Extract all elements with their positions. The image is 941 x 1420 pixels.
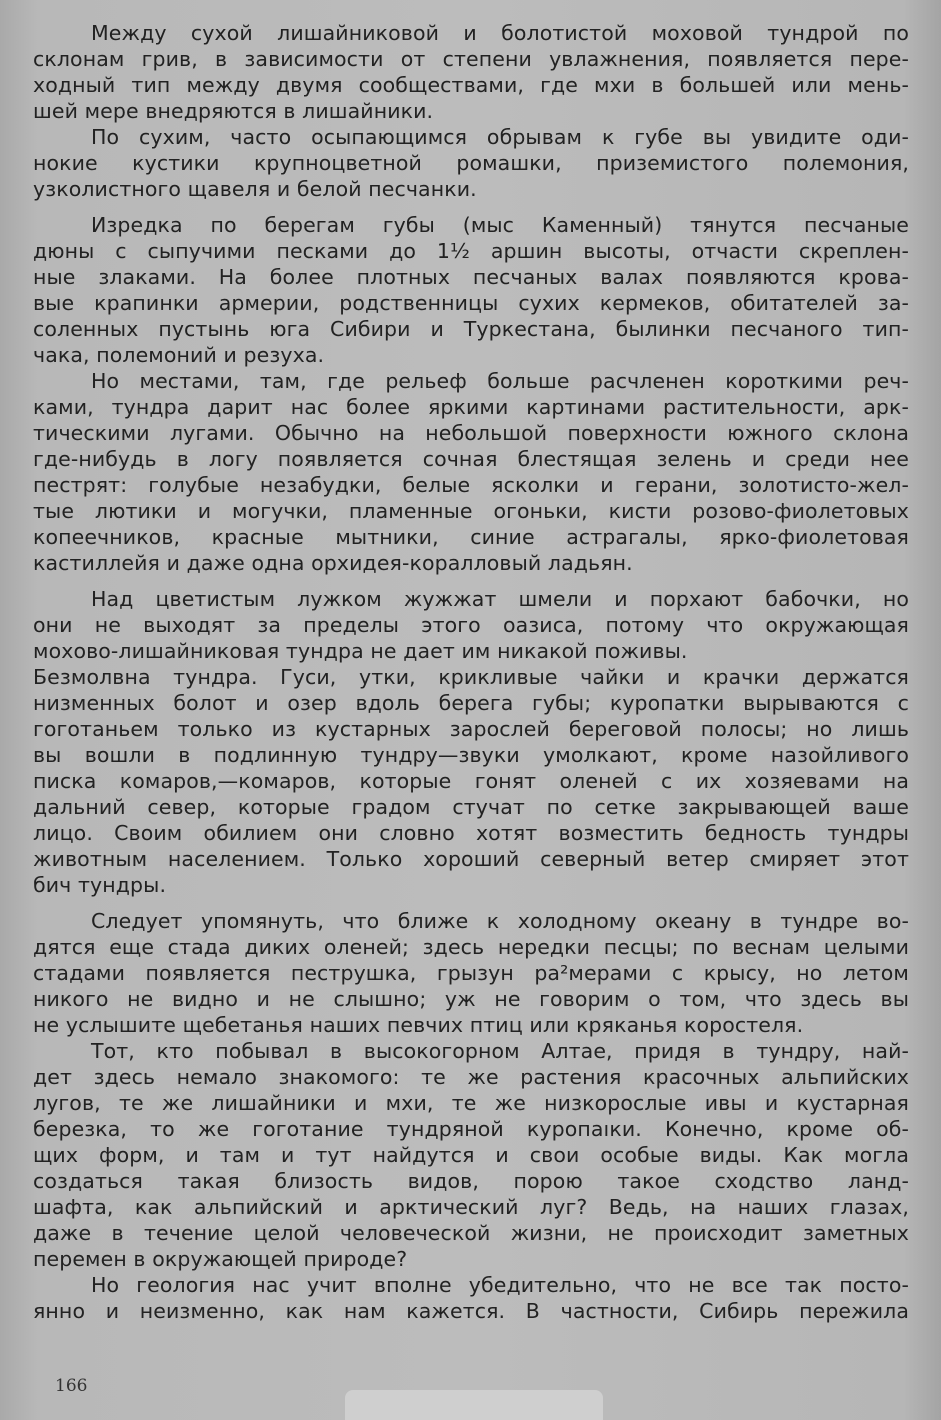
text-line: лицо. Своим обилием они словно хотят возместить бедность тундры — [33, 821, 909, 845]
text-line: шафта, как альпийский и арктический луг? Ведь, на наших глазах, — [33, 1195, 909, 1219]
text-line: Следует упомянуть, что ближе к холодному океану в тундре во- — [91, 909, 909, 933]
text-line: низменных болот и озер вдоль берега губы; куропатки вырываются с — [33, 691, 909, 715]
text-line: Но местами, там, где рельеф больше расчленен короткими реч- — [91, 369, 909, 393]
text-line: Изредка по берегам губы (мыс Каменный) тянутся песчаные — [91, 213, 909, 237]
scan-edge-tab — [345, 1390, 603, 1420]
page-number: 166 — [55, 1376, 88, 1396]
text-line: По сухим, часто осыпающимся обрывам к губе вы увидите оди- — [91, 125, 909, 149]
text-line: Тот, кто побывал в высокогорном Алтае, придя в тундру, най- — [91, 1039, 909, 1063]
text-line: Но геология нас учит вполне убедительно, что не все так посто- — [91, 1273, 909, 1297]
text-line: мохово-лишайниковая тундра не дает им никакой поживы. — [33, 639, 688, 663]
text-line: писка комаров,—комаров, которые гонят оленей с их хозяевами на — [33, 769, 909, 793]
text-line: дальний север, которые градом стучат по сетке закрывающей ваше — [33, 795, 909, 819]
text-line: щих форм, и там и тут найдутся и свои особые виды. Как могла — [33, 1143, 909, 1167]
text-line: янно и неизменно, как нам кажется. В частности, Сибирь пережила — [33, 1299, 909, 1323]
body-text — [33, 20, 909, 1324]
text-line: лугов, те же лишайники и мхи, те же низкорослые ивы и кустарная — [33, 1091, 909, 1115]
text-line: Между сухой лишайниковой и болотистой моховой тундрой по — [91, 21, 909, 45]
text-line: где-нибудь в логу появляется сочная блестящая зелень и среди нее — [33, 447, 909, 471]
text-line: гоготаньем только из кустарных зарослей береговой полосы; но лишь — [33, 717, 909, 741]
text-line: тическими лугами. Обычно на небольшой поверхности южного склона — [33, 421, 909, 445]
text-line: дюны с сыпучими песками до 1½ аршин высоты, отчасти скреплен- — [33, 239, 909, 263]
text-line: склонам грив, в зависимости от степени увлажнения, появляется пере- — [33, 47, 909, 71]
text-line: узколистного щавеля и белой песчанки. — [33, 177, 477, 201]
text-line: чака, полемоний и резуха. — [33, 343, 325, 367]
text-line: никого не видно и не слышно; уж не говорим о том, что здесь вы — [33, 987, 909, 1011]
text-line: Над цветистым лужком жужжат шмели и порхают бабочки, но — [91, 587, 909, 611]
text-line: стадами появляется пеструшка, грызун ра²мерами с крысу, но летом — [33, 961, 909, 985]
text-line: соленных пустынь юга Сибири и Туркестана, былинки песчаного тип- — [33, 317, 909, 341]
text-line: копеечников, красные мытники, синие астрагалы, ярко-фиолетовая — [33, 525, 909, 549]
text-line: шей мере внедряются в лишайники. — [33, 99, 434, 123]
text-line: животным населением. Только хороший северный ветер смиряет этот — [33, 847, 909, 871]
text-line: дятся еще стада диких оленей; здесь нередки песцы; по веснам целыми — [33, 935, 909, 959]
text-line: вые крапинки армерии, родственницы сухих кермеков, обитателей за- — [33, 291, 909, 315]
text-line: кастиллейя и даже одна орхидея-коралловый ладьян. — [33, 551, 633, 575]
text-line: вы вошли в подлинную тундру—звуки умолкают, кроме назойливого — [33, 743, 909, 767]
text-line: березка, то же гоготание тундряной куропаıки. Конечно, кроме об- — [33, 1117, 909, 1141]
text-line: перемен в окружающей природе? — [33, 1247, 408, 1271]
text-line: ходный тип между двумя сообществами, где мхи в большей или мень- — [33, 73, 909, 97]
text-line: пестрят: голубые незабудки, белые ясколки и герани, золотисто-жел- — [33, 473, 909, 497]
text-line: ные злаками. На более плотных песчаных валах появляются крова- — [33, 265, 909, 289]
text-line: создаться такая близость видов, порою такое сходство ланд- — [33, 1169, 909, 1193]
text-line: Безмолвна тундра. Гуси, утки, крикливые чайки и крачки держатся — [33, 665, 909, 689]
text-line: ками, тундра дарит нас более яркими картинами растительности, арк- — [33, 395, 909, 419]
text-line: дет здесь немало знакомого: те же растения красочных альпийских — [33, 1065, 909, 1089]
text-line: даже в течение целой человеческой жизни, не происходит заметных — [33, 1221, 909, 1245]
text-line: тые лютики и могучки, пламенные огоньки, кисти розово-фиолетовых — [33, 499, 909, 523]
text-line: они не выходят за пределы этого оазиса, потому что окружающая — [33, 613, 909, 637]
text-line: нокие кустики крупноцветной ромашки, приземистого полемония, — [33, 151, 909, 175]
text-line: бич тундры. — [33, 873, 167, 897]
text-line: не услышите щебетанья наших певчих птиц или кряканья коростеля. — [33, 1013, 804, 1037]
